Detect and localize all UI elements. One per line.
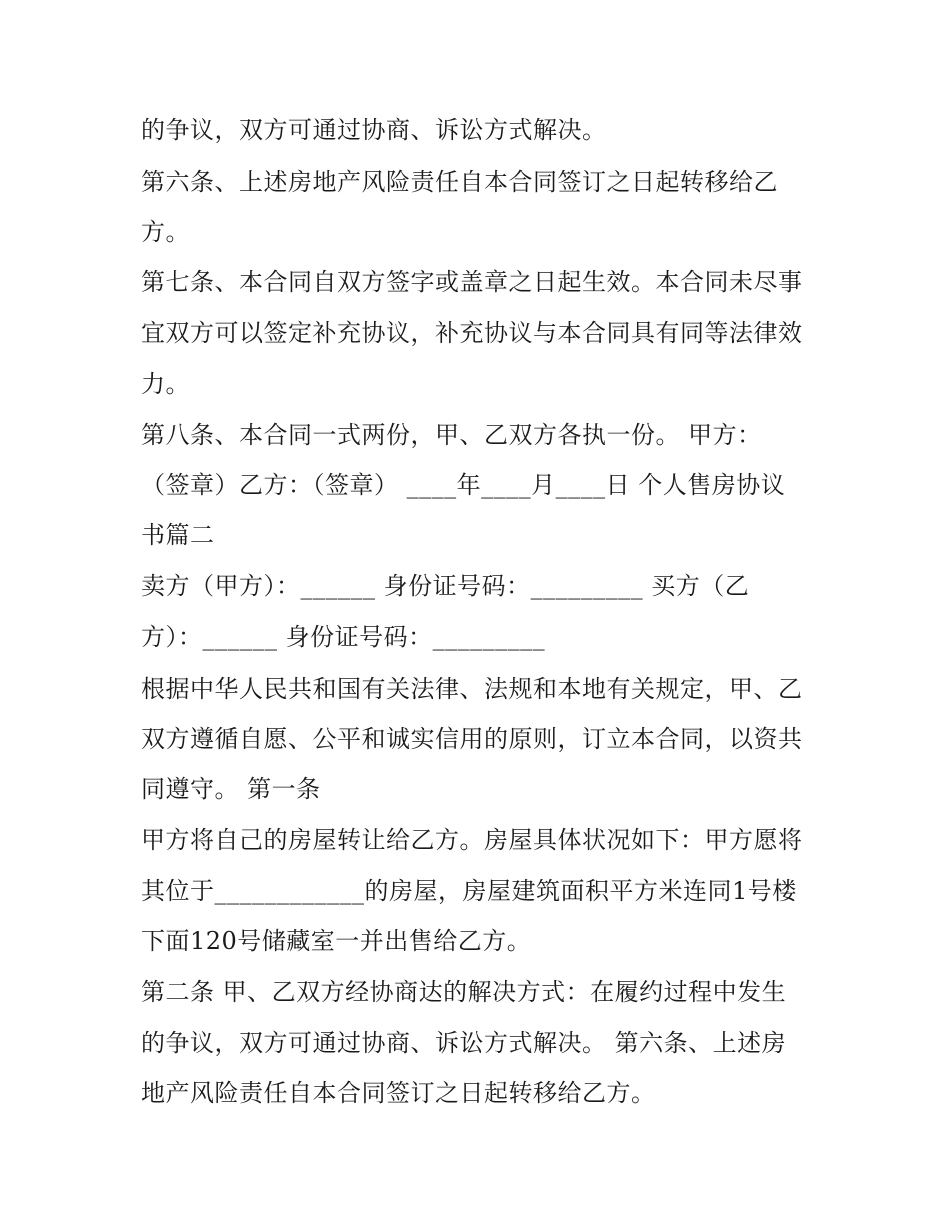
text-line: 第二条 甲、乙双方经协商达的解决方式：在履约过程中发生 xyxy=(141,978,787,1006)
text-line: 第八条、本合同一式两份，甲、乙双方各执一份。 甲方： xyxy=(141,421,762,449)
text-line: 甲方将自己的房屋转让给乙方。房屋具体状况如下：甲方愿将 xyxy=(141,826,803,854)
text-line: 方）：______ 身份证号码：_________ xyxy=(141,623,546,651)
text-line: 力。 xyxy=(141,370,190,398)
text-line: 卖方（甲方）：______ 身份证号码：_________ 买方（乙 xyxy=(141,572,750,600)
text-line: 方。 xyxy=(141,218,190,246)
text-line: 的争议，双方可通过协商、诉讼方式解决。 xyxy=(141,116,607,144)
text-line: 书篇二 xyxy=(141,521,215,549)
text-line: 其位于____________的房屋，房屋建筑面积平方米连同1号楼 xyxy=(141,877,797,905)
text-line: 第六条、上述房地产风险责任自本合同签订之日起转移给乙 xyxy=(141,168,778,196)
text-line: 第七条、本合同自双方签字或盖章之日起生效。本合同未尽事 xyxy=(141,268,803,296)
text-line: 宜双方可以签定补充协议，补充协议与本合同具有同等法律效 xyxy=(141,319,803,347)
text-line: 地产风险责任自本合同签订之日起转移给乙方。 xyxy=(141,1079,656,1107)
text-line: 同遵守。 第一条 xyxy=(141,775,321,803)
text-line: 的争议，双方可通过协商、诉讼方式解决。 第六条、上述房 xyxy=(141,1029,787,1057)
text-line: 双方遵循自愿、公平和诚实信用的原则，订立本合同，以资共 xyxy=(141,725,803,753)
text-line: 根据中华人民共和国有关法律、法规和本地有关规定，甲、乙 xyxy=(141,675,803,703)
text-line: 下面120号储藏室一并出售给乙方。 xyxy=(141,927,532,955)
text-line: （签章）乙方：（签章） ____年____月____日 个人售房协议 xyxy=(141,471,786,499)
